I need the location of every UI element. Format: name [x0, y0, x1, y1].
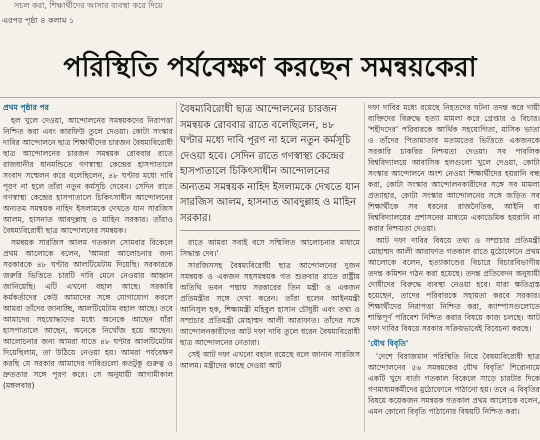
- column-divider: [364, 102, 365, 432]
- column-divider: [176, 102, 177, 432]
- headline: পরিস্থিতি পর্যবেক্ষণ করছেন সমন্বয়কেরা: [63, 52, 477, 83]
- column-2-paragraph: সারজিসসহ বৈষম্যবিরোধী ছাত্র আন্দোলনের দুজন সমন্বয়ক ও একজন সহসমন্বয়ক গত শুক্রবার রাতে রাষ্ট্রীয় অতিথি ভবন পদ্মায় সরকারের তিন মন্ত্রী ও একজন প্রতিমন্ত্রীর সঙ্গে দেখা করেন। তাঁরা হলেন আইনমন্ত্রী আনিসুল হক, শিক্ষামন্ত্রী মহিবুল হাসান চৌধুরী এবং তথ্য ও সম্প্রচার প্রতিমন্ত্রী মোহাম্মদ আলী আরাফাত। তাঁদের সঙ্গে আন্দোলনকারীদের আট দফা দাবি তুলে ধরেন বৈষম্যবিরোধী ছাত্র আন্দোলনের নেতারা।: [180, 261, 360, 347]
- section-subhead: 'যৌথ বিবৃতি': [368, 339, 409, 348]
- column-2-paragraph: সেই আট দফা এখনো বহাল রয়েছে বলে জানান সারজিস আলম। মন্ত্রীদের কাছে দেওয়া আট: [180, 350, 360, 370]
- column-3-paragraph: 'দেশে বিরাজমান পরিস্থিতি নিয়ে বৈষম্যবিরোধী ছাত্র আন্দোলনের ৫৬ সমন্বয়কের যৌথ বিবৃতি' শিরোনামে একটি খুদে বার্তা গতকাল বিকেলে সাড়ে চারটার দিকে গণমাধ্যমকর্মীদের মুঠোফোনে পাঠানো হয়। তবে এ বিবৃতির বিষয়ে কয়েকজন সমন্বয়ক গতকাল প্রথম আলোকে বলেন, এমন কোনো বিবৃতি পাঠানোর বিষয়টি নিশ্চিত করা।: [368, 352, 540, 416]
- headline-rule: [0, 97, 540, 98]
- top-strip-text: সচল করা, শিক্ষার্থীদের আসার ব্যবস্থা করে দিয়ে: [14, 1, 163, 10]
- continuation-note: এরপর পৃষ্ঠা ৪ কলাম ১: [2, 16, 75, 25]
- column-3-paragraph: দফা দাবির মধ্যে রয়েছে নিহতদের ঘটনা তদন্ত করে দায়ী ব্যক্তিদের বিরুদ্ধে হত্যা মামলা করে গ্রেপ্তার ও বিচার। 'শহীদদের' পরিবারকে আর্থিক সহযোগিতা, মাসিক ভাতা ও তাঁদের পিতামাতার মতামতের ভিত্তিতে একজনকে সরকারি চাকরির নিশ্চয়তা দেওয়া। সব পাবলিক বিশ্ববিদ্যালয়ে আবাসিক হলগুলো খুলে দেওয়া, কোটা সংস্কার আন্দোলনে অংশ নেওয়া শিক্ষার্থীদের হয়রানি বন্ধ করা, কোটা সংস্কার আন্দোলনকারীদের সঙ্গে সব মামলা প্রত্যাহার, কোটা সংস্কার আন্দোলনের সঙ্গে জড়িত সব শিক্ষার্থীকে সব ধরনের রাজনৈতিক, আইনি বা বিশ্ববিদ্যালয়ের প্রশাসনের মাধ্যমে একাডেমিক হয়রানি না করার নিশ্চয়তা দেওয়া।: [368, 103, 540, 233]
- column-2: [180, 102, 360, 436]
- column-3-paragraph: আট দফা দাবির বিষয়ে তথ্য ও সম্প্রচার প্রতিমন্ত্রী মোহাম্মদ আলী আরাফাত গতকাল রাতে মুঠোফোনে প্রথম আলোকে বলেন, হত্যাকাণ্ডের বিচারে বিচারবিভাগীয় তদন্ত কমিশন গঠন করা হয়েছে। তদন্ত প্রতিবেদন অনুযায়ী দোষীদের বিরুদ্ধে ব্যবস্থা নেওয়া হবে। যারা ক্ষতিগ্রস্ত হয়েছেন, তাদের পরিবারকে সহায়তা করবে সরকার। শিক্ষার্থীদের নিরাপত্তা নিশ্চিত করা, ক্যাম্পাসগুলোতে শান্তিপূর্ণ পরিবেশ নিশ্চিত করার বিষয়ে কাজ চলছে। আট দফা দাবির বিষয়ে সরকার সক্রিয়ভাবেই বিবেচনা করছে।: [368, 236, 540, 333]
- column-1-paragraph: হল খুলে দেওয়া, আন্দোলনের সমন্বয়কদের নিরাপত্তা নিশ্চিত করা এবং কারফিউ তুলে দেওয়া। কোটা সংস্কার দাবির আন্দোলনে ছাত্র শিক্ষার্থীদের চারজন বৈষম্যবিরোধী ছাত্র আন্দোলনের চারজন সমন্বয়ক রোববার রাতে রাজধানীর ধানমন্ডিতে গণস্বাস্থ্য কেন্দ্রের হাসপাতালে সংবাদ সম্মেলন করে বলেছিলেন, ৪৮ ঘণ্টার মধ্যে দাবি পূরণ না হলে তাঁরা নতুন কর্মসূচি দেবেন। সেদিন রাতে গণস্বাস্থ্য কেন্দ্রের হাসপাতালে চিকিৎসাধীন আন্দোলনের অন্যতম সমন্বয়ক নাহিদ ইসলামকে দেখতে যান সারজিস আলম, হাসনাত আবদুল্লাহ ও মাহিন সরকার। তাঁরাও বৈষম্যবিরোধী ছাত্র আন্দোলনের সমন্বয়ক।: [3, 116, 173, 235]
- column-1-head: প্রথম পৃষ্ঠার পর: [3, 103, 49, 112]
- column-1: [3, 102, 173, 436]
- pull-quote: বৈষম্যবিরোধী ছাত্র আন্দোলনের চারজন সমন্বয়ক রোববার রাতে বলেছিলেন, ৪৮ ঘণ্টার মধ্যে দাবি পূরণ না হলে নতুন কর্মসূচি দেওয়া হবে। সেদিন রাতে গণস্বাস্থ্য কেন্দ্রের হাসপাতালে চিকিৎসাধীন আন্দোলনের অন্যতম সমন্বয়ক নাহিদ ইসলামকে দেখতে যান সারজিস আলম, হাসনাত আবদুল্লাহ ও মাহিন সরকার।: [180, 102, 360, 231]
- column-2-paragraph: রাতে আমরা সবাই বসে সম্মিলিত আলোচনার মাধ্যমে সিদ্ধান্ত দেব।': [180, 238, 360, 258]
- column-3: [368, 102, 540, 436]
- column-1-paragraph: সমন্বয়ক সারজিস আলম গতকাল সোমবার বিকেলে প্রথম আলোকে বলেন, 'আমরা আলোচনার জন্য সরকারকে ৪৮ ঘণ্টার আলটিমেটাম দিয়েছি। সরকারকে জরুরি ভিত্তিতে চারটি দাবি মেনে নেওয়ার আহ্বান জানিয়েছি। এটি এখনো বহাল আছে। সরকারি কর্মকর্তাদের কেউ আমাদের সঙ্গে যোগাযোগ করলে আমরা তাঁদের জানাচ্ছি, আলটিমেটাম বহাল আছে। তবে আমাদের সহযোদ্ধাদের মধ্যে অনেকে আছেন যাঁরা হাসপাতালে আছেন, অনেকে নিখোঁজ হয়ে আছেন। আলোচনার জন্য আমরা যাতে ৪৮ ঘণ্টার আলটিমেটাম দিয়েছিলাম, তা উঠিয়ে নেওয়া হয়। আমরা পর্যবেক্ষণ করছি যে সরকার আমাদের দাবিগুলো কতটুকু গুরুত্ব ও দ্রুততার সঙ্গে পূরণ করে। সে অনুযায়ী আগামীকাল (মঙ্গলবার): [3, 238, 173, 390]
